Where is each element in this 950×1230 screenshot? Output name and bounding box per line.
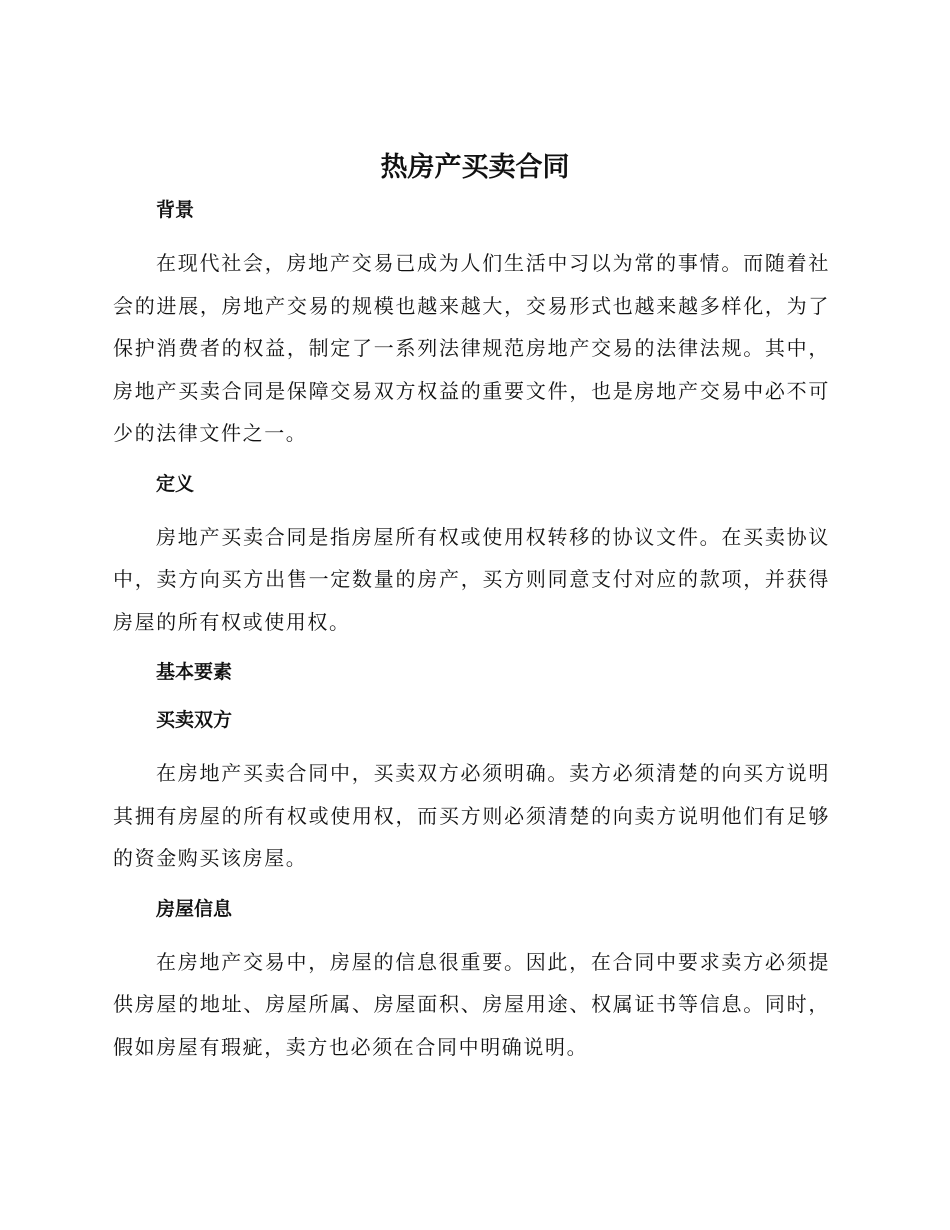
section-text-house-info: 在房地产交易中，房屋的信息很重要。因此，在合同中要求卖方必须提供房屋的地址、房屋所属、房屋面积、房屋用途、权属证书等信息。同时，假如房屋有瑕疵，卖方也必须在合同中明确说明。 xyxy=(113,949,830,1059)
section-heading-basic-elements: 基本要素 xyxy=(156,661,233,683)
section-text-definition: 房地产买卖合同是指房屋所有权或使用权转移的协议文件。在买卖协议中，卖方向买方出售一定数量的房产，买方则同意支付对应的款项，并获得房屋的所有权或使用权。 xyxy=(113,524,830,634)
section-heading-parties: 买卖双方 xyxy=(156,709,233,731)
document-body xyxy=(113,192,830,1068)
section-text-parties: 在房地产买卖合同中，买卖双方必须明确。卖方必须清楚的向买方说明其拥有房屋的所有权或使用权，而买方则必须清楚的向卖方说明他们有足够的资金购买该房屋。 xyxy=(113,761,830,870)
section-text-background: 在现代社会，房地产交易已成为人们生活中习以为常的事情。而随着社会的进展，房地产交易的规模也越来越大，交易形式也越来越多样化，为了保护消费者的权益，制定了一系列法律规范房地产交易的法律法规。其中，房地产买卖合同是保障交易双方权益的重要文件，也是房地产交易中必不可少的法律文件之一。 xyxy=(113,251,830,445)
section-heading-house-info: 房屋信息 xyxy=(156,897,233,920)
section-heading-definition: 定义 xyxy=(156,472,195,495)
section-heading-background: 背景 xyxy=(156,199,195,221)
document-title: 热房产买卖合同 xyxy=(380,152,570,183)
